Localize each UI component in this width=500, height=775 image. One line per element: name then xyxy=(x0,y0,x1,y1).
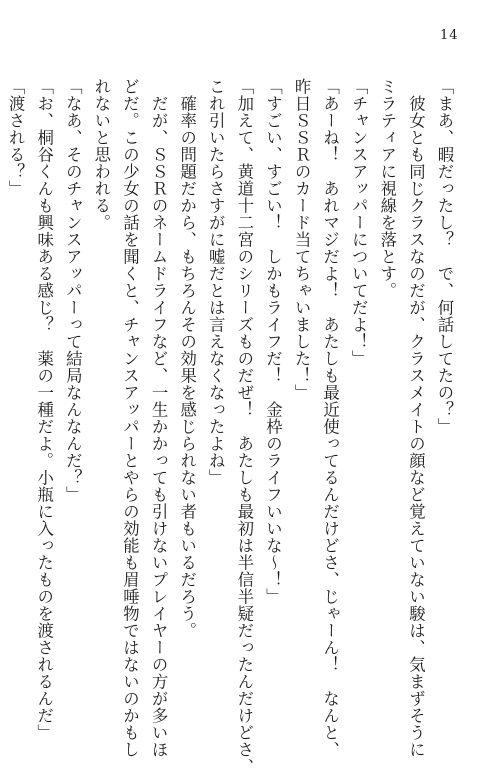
text-line: 「お、桐谷くんも興味ある感じ？ 薬の一種だよ。小瓶に入ったものを渡されるんだ」 xyxy=(34,78,54,741)
text-line: 「チャンスアッパーについてだよ！」 xyxy=(349,78,369,367)
text-line: 「あーね！ あれマジだよ！ あたしも最近使ってるんだけどさ、じゃーん！ なんと、 xyxy=(320,78,340,758)
text-line: れないと思われる。 xyxy=(91,78,111,231)
text-line: 「すごい、すごい！ しかもライフだ！ 金枠のライフいいな〜！」 xyxy=(263,78,283,605)
text-line: だが、ＳＳＲのネームドライフなど、一生かかっても引けないプレイヤーの方が多いほ xyxy=(149,78,169,758)
text-line: 「まあ、暇だったし？ で、何話してたの？」 xyxy=(435,78,454,435)
text-line: 昨日ＳＳＲのカード当てちゃいました！」 xyxy=(292,78,312,401)
text-line xyxy=(0,78,1,638)
text-line: 彼女とも同じクラスなのだが、クラスメイトの顔など覚えていない駿は、気まずそうに xyxy=(406,78,426,758)
text-line: 「加えて、黄道十二宮のシリーズものだぜ！ あたしも最初は半信半疑だったんだけどさ、 xyxy=(234,78,254,775)
text-line: 「なあ、そのチャンスアッパーって結局なんなんだ？」 xyxy=(63,78,83,503)
text-line: これ引いたらさすがに嘘だとは言えなくなったよね」 xyxy=(206,78,226,486)
novel-text-block xyxy=(0,78,458,775)
text-line: どだ。この少女の話を聞くと、チャンスアッパーとやらの効能も眉唾物ではないのかもし xyxy=(120,78,140,758)
text-line: ミラティアに視線を落とす。 xyxy=(377,78,397,299)
text-line: 「渡される？」 xyxy=(6,78,26,197)
page-number: 14 xyxy=(440,28,459,43)
text-line: 確率の問題だから、もちろんその効果を感じられない者もいるだろう。 xyxy=(177,78,197,639)
